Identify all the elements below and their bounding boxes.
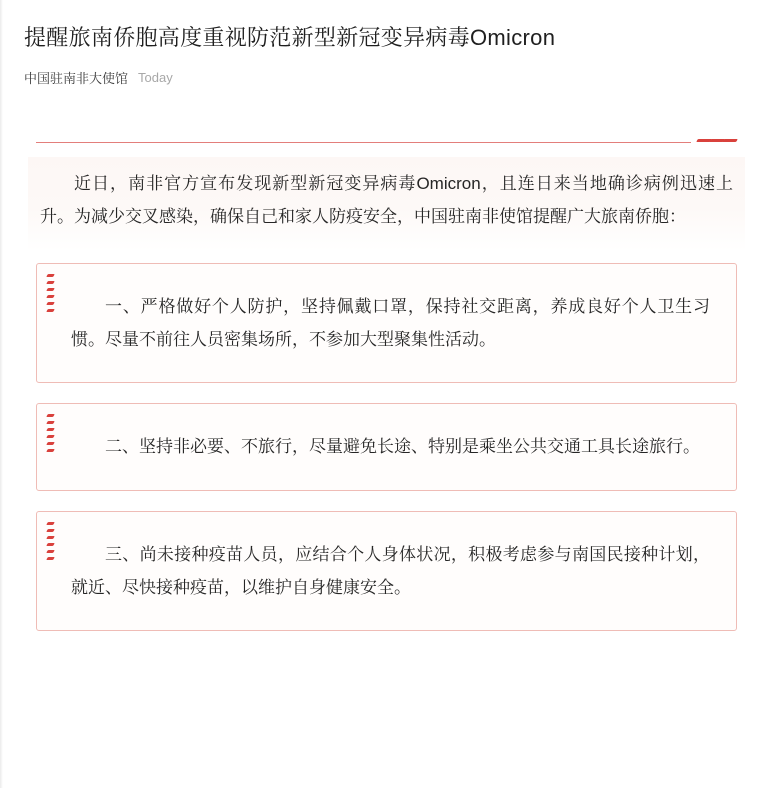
card-ticks-icon bbox=[47, 274, 55, 320]
notice-card bbox=[36, 263, 737, 383]
notice-card-text: 一、严格做好个人防护，坚持佩戴口罩，保持社交距离，养成良好个人卫生习惯。尽量不前往人员密集场所，不参加大型聚集性活动。 bbox=[71, 297, 710, 350]
intro-paragraph: 近日，南非官方宣布发现新型新冠变异病毒Omicron，且连日来当地确诊病例迅速上升。为减少交叉感染，确保自己和家人防疫安全，中国驻南非使馆提醒广大旅南侨胞： bbox=[40, 173, 733, 227]
article-body bbox=[24, 131, 749, 631]
intro-paragraph-block bbox=[28, 157, 745, 251]
notice-card bbox=[36, 403, 737, 490]
decorative-divider bbox=[36, 131, 737, 153]
article-source[interactable]: 中国驻南非大使馆 bbox=[24, 70, 129, 86]
divider-dashes-icon bbox=[695, 135, 737, 149]
card-ticks-icon bbox=[47, 522, 55, 568]
article-meta bbox=[24, 68, 749, 87]
page-title: 提醒旅南侨胞高度重视防范新型新冠变异病毒Omicron bbox=[24, 25, 556, 50]
notice-card-text: 二、坚持非必要、不旅行，尽量避免长途、特别是乘坐公共交通工具长途旅行。 bbox=[105, 437, 700, 457]
divider-line bbox=[36, 142, 691, 143]
article-date: Today bbox=[138, 69, 173, 85]
notice-card-list bbox=[28, 263, 745, 631]
notice-card-text: 三、尚未接种疫苗人员，应结合个人身体状况，积极考虑参与南国民接种计划，就近、尽快接种疫苗，以维护自身健康安全。 bbox=[71, 544, 710, 597]
card-ticks-icon bbox=[47, 414, 55, 460]
notice-card bbox=[36, 511, 737, 631]
